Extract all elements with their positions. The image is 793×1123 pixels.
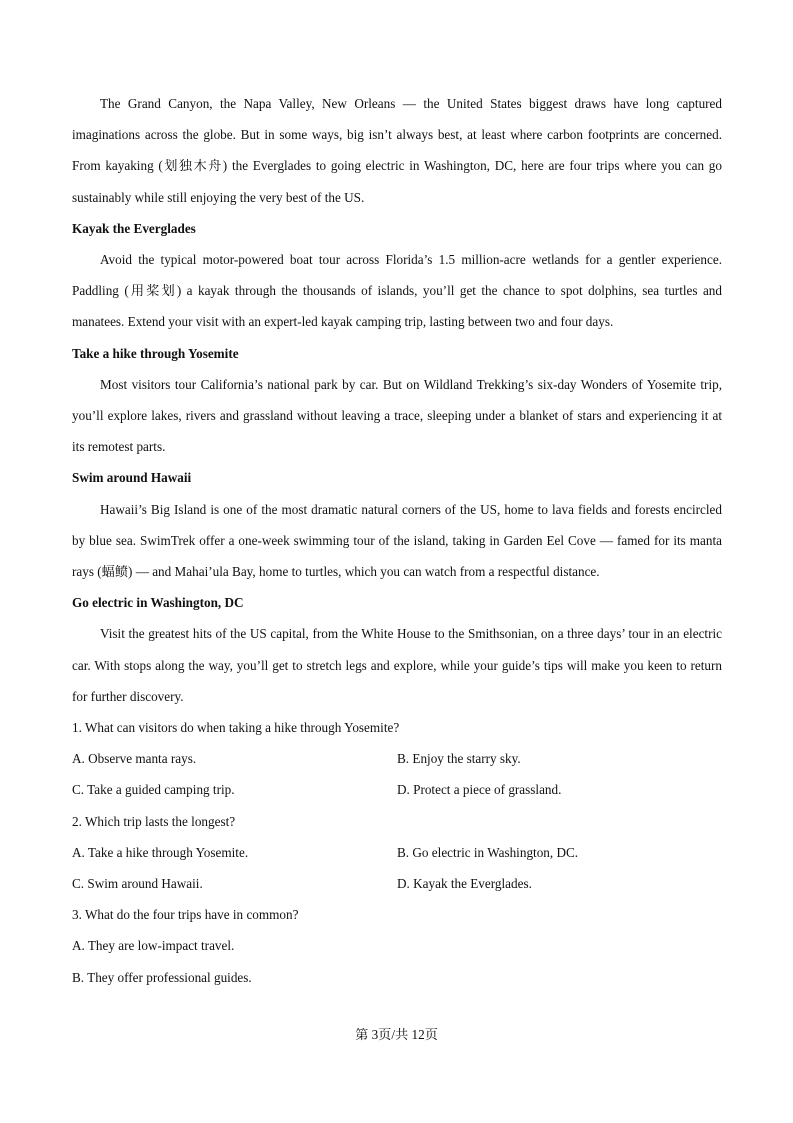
question-1-options-row-2 xyxy=(72,774,722,805)
question-2-option-d: D. Kayak the Everglades. xyxy=(397,876,532,892)
question-2-option-a: A. Take a hike through Yosemite. xyxy=(72,844,249,860)
intro-paragraph: The Grand Canyon, the Napa Valley, New Orleans — the United States biggest draws have long captured imaginations across the globe. But in some ways, big isn’t always best, at least where carbon footprints are concerned. From kayaking (划独木舟) the Everglades to going electric in Washington, DC, here are four trips where you can go sustainably while still enjoying the very best of the US. xyxy=(72,96,722,205)
question-2-options-row-1 xyxy=(72,837,722,868)
page-footer: 第 3页/共 12页 xyxy=(355,1027,438,1042)
section-heading-yosemite: Take a hike through Yosemite xyxy=(72,345,239,361)
section-text-washington: Visit the greatest hits of the US capital, from the White House to the Smithsonian, on a three days’ tour in an electric car. With stops along the way, you’ll get to stretch legs and explore, while your guide’s tips will make you keen to return for further discovery. xyxy=(72,626,722,704)
question-2-options-row-2 xyxy=(72,868,722,899)
question-1-options-row-1 xyxy=(72,743,722,774)
question-2-option-c: C. Swim around Hawaii. xyxy=(72,876,203,892)
question-1-option-b: B. Enjoy the starry sky. xyxy=(397,751,521,767)
section-heading-everglades: Kayak the Everglades xyxy=(72,220,196,236)
section-text-yosemite: Most visitors tour California’s national park by car. But on Wildland Trekking’s six-day Wonders of Yosemite trip, you’ll explore lakes, rivers and grassland without leaving a trace, sleeping under a blanket of stars and experiencing it at its remotest parts. xyxy=(72,376,722,455)
section-heading-washington: Go electric in Washington, DC xyxy=(72,595,244,611)
question-3-option-b: B. They offer professional guides. xyxy=(72,969,252,985)
question-3: 3. What do the four trips have in common? xyxy=(72,907,299,923)
question-1-option-a: A. Observe manta rays. xyxy=(72,751,197,767)
section-heading-hawaii: Swim around Hawaii xyxy=(72,470,192,486)
section-text-hawaii: Hawaii’s Big Island is one of the most dramatic natural corners of the US, home to lava fields and forests encircled by blue sea. SwimTrek offer a one-week swimming tour of the island, taking in Garden Eel Cove — famed for its manta rays (蝠鲼) — and Mahai’ula Bay, home to turtles, which you can watch from a respectful distance. xyxy=(72,501,722,580)
section-text-everglades: Avoid the typical motor-powered boat tour across Florida’s 1.5 million-acre wetlands for a gentler experience. Paddling (用桨划) a kayak through the thousands of islands, you’ll get the chance to spot dolphins, sea turtles and manatees. Extend your visit with an expert-led kayak camping trip, lasting between two and four days. xyxy=(72,252,722,330)
document-page xyxy=(72,88,722,993)
question-1: 1. What can visitors do when taking a hike through Yosemite? xyxy=(72,720,400,736)
question-2: 2. Which trip lasts the longest? xyxy=(72,813,236,829)
question-3-option-a: A. They are low-impact travel. xyxy=(72,938,235,954)
question-2-option-b: B. Go electric in Washington, DC. xyxy=(397,844,579,860)
question-1-option-d: D. Protect a piece of grassland. xyxy=(397,782,562,798)
question-1-option-c: C. Take a guided camping trip. xyxy=(72,782,235,798)
